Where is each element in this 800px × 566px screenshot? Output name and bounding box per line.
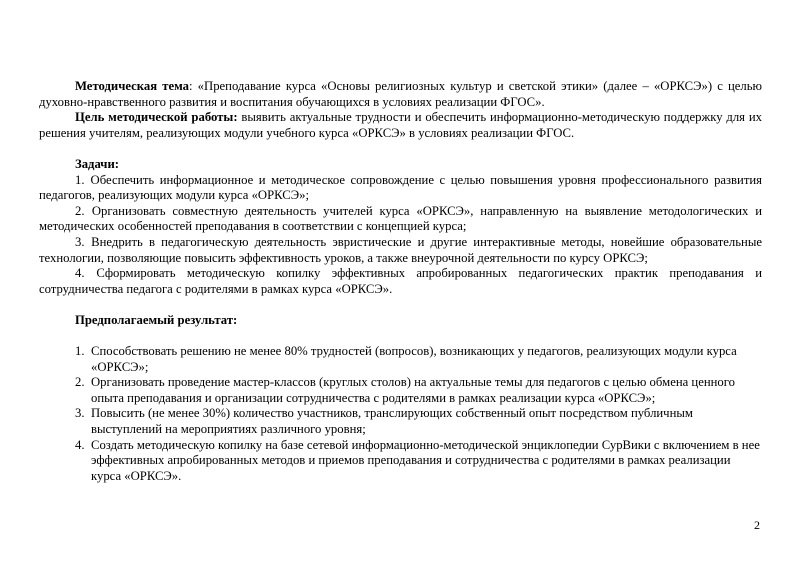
result-text: Создать методическую копилку на базе сетевой информационно-методической энциклопедии СурВики с включением в нее эффективных апробированных методов и приемов преподавания и сотрудничества с родителями в рамках реализации курса «ОРКСЭ».: [91, 437, 760, 483]
result-number: 2.: [75, 375, 85, 390]
task-number: 1.: [75, 172, 85, 187]
result-number: 1.: [75, 344, 85, 359]
task-text: Обеспечить информационное и методическое сопровождение с целью повышения уровня профессионального развития педагогов, реализующих модули курса «ОРКСЭ»;: [39, 172, 763, 203]
result-item: [39, 406, 762, 437]
result-item: [39, 344, 762, 375]
task-item: [39, 235, 762, 266]
task-text: Внедрить в педагогическую деятельность эвристические и другие интерактивные методы, новейшие образовательные технологии, позволяющие повысить эффективность уроков, а также внеурочной деятельности по курсу ОРКСЭ;: [39, 234, 762, 265]
task-number: 2.: [75, 203, 85, 218]
work-goal: [39, 110, 762, 141]
result-number: 3.: [75, 406, 85, 421]
result-text: Организовать проведение мастер-классов (круглых столов) на актуальные темы для педагогов с целью обмена ценного опыта преподавания и организации сотрудничества с родителями в рамках реализации курса «ОРКСЭ»;: [91, 375, 735, 405]
document-page: [39, 79, 762, 484]
task-number: 4.: [75, 266, 85, 281]
spacer: [39, 297, 762, 313]
work-goal-label: Цель методической работы:: [75, 110, 238, 125]
task-item: [39, 204, 762, 235]
result-item: [39, 375, 762, 406]
page-number: 2: [754, 518, 760, 532]
work-goal-text: выявить актуальные трудности и обеспечить информационно-методическую поддержку для их решения учителям, реализующих модули учебного курса «ОРКСЭ» в условиях реализации ФГОС.: [39, 110, 762, 140]
tasks-heading: Задачи:: [75, 156, 119, 171]
task-text: Организовать совместную деятельность учителей курса «ОРКСЭ», направленную на выявление методологических и методических особенностей преподавания в соответствии с концепцией курса;: [39, 203, 762, 234]
result-item: [39, 438, 762, 485]
spacer: [39, 329, 762, 345]
results-list: [39, 344, 762, 484]
methodical-theme-label: Методическая тема: [75, 79, 190, 93]
result-text: Повысить (не менее 30%) количество участников, транслирующих собственный опыт посредством публичным выступлений на мероприятиях различного уровня;: [91, 406, 693, 437]
result-number: 4.: [75, 437, 85, 452]
task-text: Сформировать методическую копилку эффективных апробированных педагогических практик преподавания и сотрудничества педагога с родителями в рамках курса «ОРКСЭ».: [39, 266, 762, 296]
task-item: [39, 266, 762, 297]
spacer: [39, 141, 762, 157]
methodical-theme: [39, 79, 762, 110]
task-item: [39, 173, 762, 204]
results-heading: Предполагаемый результат:: [75, 312, 238, 327]
methodical-theme-text: : «Преподавание курса «Основы религиозных культур и светской этики» (далее – «ОРКСЭ») с целью духовно-нравственного развития и воспитания обучающихся в условиях реализации ФГОС».: [39, 79, 762, 109]
task-number: 3.: [75, 234, 85, 249]
result-text: Способствовать решению не менее 80% трудностей (вопросов), возникающих у педагогов, реализующих модули курса «ОРКСЭ»;: [91, 344, 737, 374]
